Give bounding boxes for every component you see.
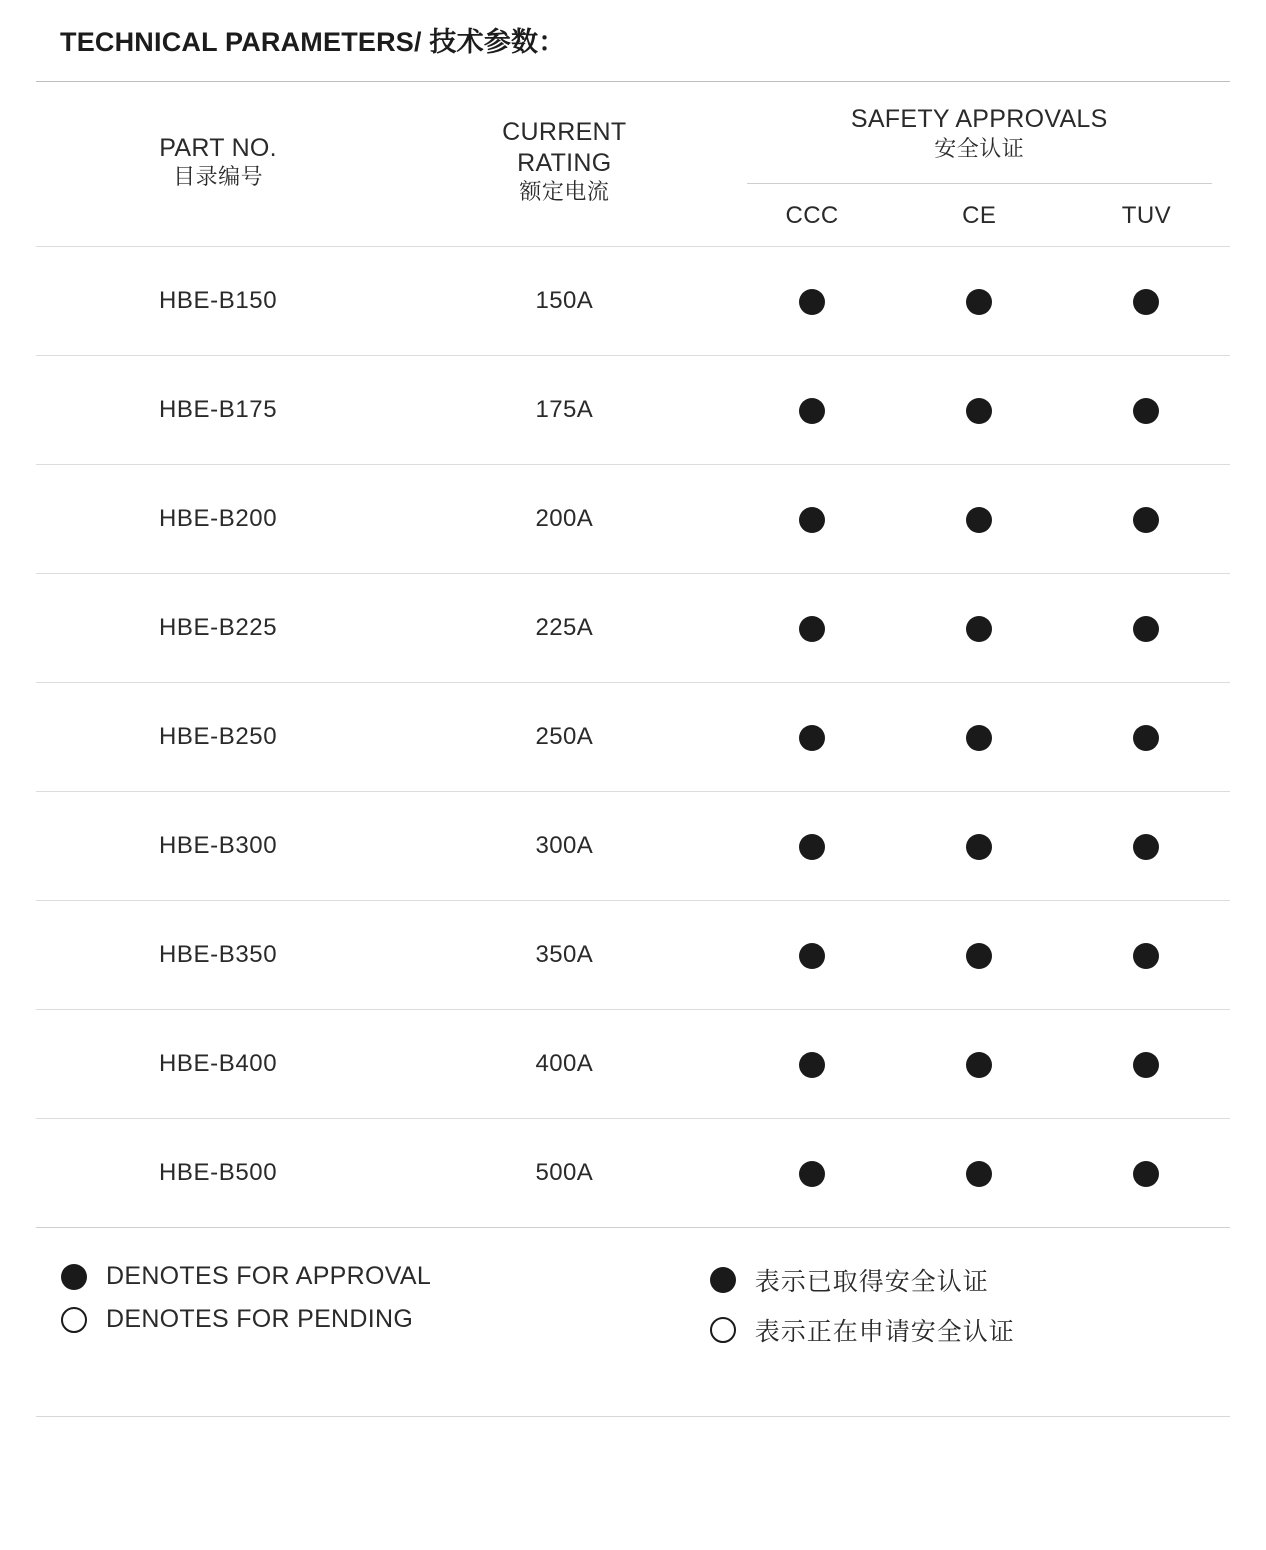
column-header-current-rating [400, 82, 728, 247]
table-row [36, 574, 1230, 683]
table-body [36, 247, 1230, 1228]
table-row [36, 1010, 1230, 1119]
cell-approval-ce [896, 792, 1063, 901]
cell-part-no: HBE-B250 [36, 683, 400, 792]
table-row [36, 465, 1230, 574]
cell-current-rating: 200A [400, 465, 728, 574]
filled-circle-icon [966, 943, 992, 969]
filled-circle-icon [799, 616, 825, 642]
cell-approval-ccc [729, 465, 896, 574]
filled-circle-icon [966, 834, 992, 860]
technical-parameters-table [36, 82, 1230, 1227]
cell-part-no: HBE-B300 [36, 792, 400, 901]
cell-part-no: HBE-B150 [36, 247, 400, 356]
cell-approval-tuv [1063, 1119, 1230, 1228]
filled-circle-icon [966, 1052, 992, 1078]
cell-approval-tuv [1063, 465, 1230, 574]
filled-circle-icon [799, 289, 825, 315]
cell-current-rating: 175A [400, 356, 728, 465]
cell-approval-ce [896, 574, 1063, 683]
cell-approval-ce [896, 356, 1063, 465]
filled-circle-icon [1133, 1052, 1159, 1078]
legend-approved-label-cn: 表示已取得安全认证 [754, 1268, 989, 1297]
cell-approval-ccc [729, 1010, 896, 1119]
cell-part-no: HBE-B400 [36, 1010, 400, 1119]
column-header-part-no [36, 82, 400, 247]
filled-circle-icon [966, 289, 992, 315]
filled-circle-icon [1133, 834, 1159, 860]
cell-approval-ccc [729, 356, 896, 465]
filled-circle-icon [799, 834, 825, 860]
cell-approval-ce [896, 247, 1063, 356]
column-header-safety-approvals [729, 82, 1231, 184]
cell-part-no: HBE-B225 [36, 574, 400, 683]
filled-circle-icon [799, 1052, 825, 1078]
cell-approval-ccc [729, 574, 896, 683]
filled-circle-icon [799, 943, 825, 969]
legend-approved-label-en: DENOTES FOR APPROVAL [106, 1262, 432, 1291]
page-title: TECHNICAL PARAMETERS/ 技术参数： [60, 27, 566, 57]
cell-approval-tuv [1063, 356, 1230, 465]
filled-circle-icon [1133, 289, 1159, 315]
filled-circle-icon [799, 398, 825, 424]
cell-current-rating: 225A [400, 574, 728, 683]
column-header-ccc: CCC [785, 202, 839, 230]
cell-part-no: HBE-B500 [36, 1119, 400, 1228]
cell-current-rating: 350A [400, 901, 728, 1010]
cell-approval-ce [896, 901, 1063, 1010]
filled-circle-icon [966, 1161, 992, 1187]
safety-approvals-label-en: SAFETY APPROVALS [850, 105, 1108, 133]
filled-circle-icon [1133, 943, 1159, 969]
filled-circle-icon [799, 725, 825, 751]
filled-circle-icon [799, 1161, 825, 1187]
filled-circle-icon [1133, 507, 1159, 533]
hollow-circle-icon [709, 1317, 737, 1343]
cell-approval-ccc [729, 683, 896, 792]
filled-circle-icon [1133, 616, 1159, 642]
cell-approval-tuv [1063, 683, 1230, 792]
cell-approval-ce [896, 683, 1063, 792]
legend-item-pending-cn [709, 1312, 1230, 1348]
cell-approval-tuv [1063, 792, 1230, 901]
cell-approval-ccc [729, 901, 896, 1010]
filled-circle-icon [709, 1267, 737, 1293]
cell-approval-ce [896, 465, 1063, 574]
cell-part-no: HBE-B175 [36, 356, 400, 465]
cell-part-no: HBE-B350 [36, 901, 400, 1010]
table-row [36, 247, 1230, 356]
part-no-label-en: PART NO. [159, 133, 277, 162]
column-header-tuv: TUV [1121, 202, 1171, 230]
table-row [36, 683, 1230, 792]
filled-circle-icon [966, 725, 992, 751]
table-header [36, 82, 1230, 247]
legend [36, 1227, 1230, 1388]
legend-pending-label-cn: 表示正在申请安全认证 [754, 1318, 1015, 1347]
filled-circle-icon [60, 1264, 88, 1290]
legend-item-approved-en [60, 1262, 681, 1291]
filled-circle-icon [1133, 725, 1159, 751]
table-row [36, 792, 1230, 901]
cell-approval-ce [896, 1119, 1063, 1228]
table-row [36, 356, 1230, 465]
filled-circle-icon [966, 616, 992, 642]
legend-pending-label-en: DENOTES FOR PENDING [106, 1305, 414, 1334]
cell-approval-ce [896, 1010, 1063, 1119]
filled-circle-icon [799, 507, 825, 533]
hollow-circle-icon [60, 1307, 88, 1333]
filled-circle-icon [966, 507, 992, 533]
table-row [36, 1119, 1230, 1228]
cell-approval-tuv [1063, 247, 1230, 356]
cell-approval-ccc [729, 792, 896, 901]
safety-approvals-label-cn: 安全认证 [934, 135, 1025, 161]
legend-column-cn [681, 1262, 1230, 1362]
cell-approval-tuv [1063, 1010, 1230, 1119]
cell-current-rating: 400A [400, 1010, 728, 1119]
filled-circle-icon [1133, 1161, 1159, 1187]
current-rating-label-cn: 额定电流 [519, 179, 610, 205]
part-no-label-cn: 目录编号 [173, 164, 264, 189]
cell-current-rating: 500A [400, 1119, 728, 1228]
cell-current-rating: 150A [400, 247, 728, 356]
footer-divider [36, 1416, 1230, 1417]
cell-approval-tuv [1063, 574, 1230, 683]
table-row [36, 901, 1230, 1010]
cell-current-rating: 300A [400, 792, 728, 901]
cell-approval-ccc [729, 1119, 896, 1228]
legend-column-en [36, 1262, 681, 1362]
legend-item-pending-en [60, 1305, 681, 1334]
column-header-ce: CE [962, 202, 997, 230]
cell-current-rating: 250A [400, 683, 728, 792]
cell-approval-ccc [729, 247, 896, 356]
cell-approval-tuv [1063, 901, 1230, 1010]
current-rating-label-en-2: RATING [517, 148, 612, 177]
legend-item-approved-cn [709, 1262, 1230, 1298]
cell-part-no: HBE-B200 [36, 465, 400, 574]
filled-circle-icon [1133, 398, 1159, 424]
filled-circle-icon [966, 398, 992, 424]
current-rating-label-en-1: CURRENT [502, 118, 627, 147]
